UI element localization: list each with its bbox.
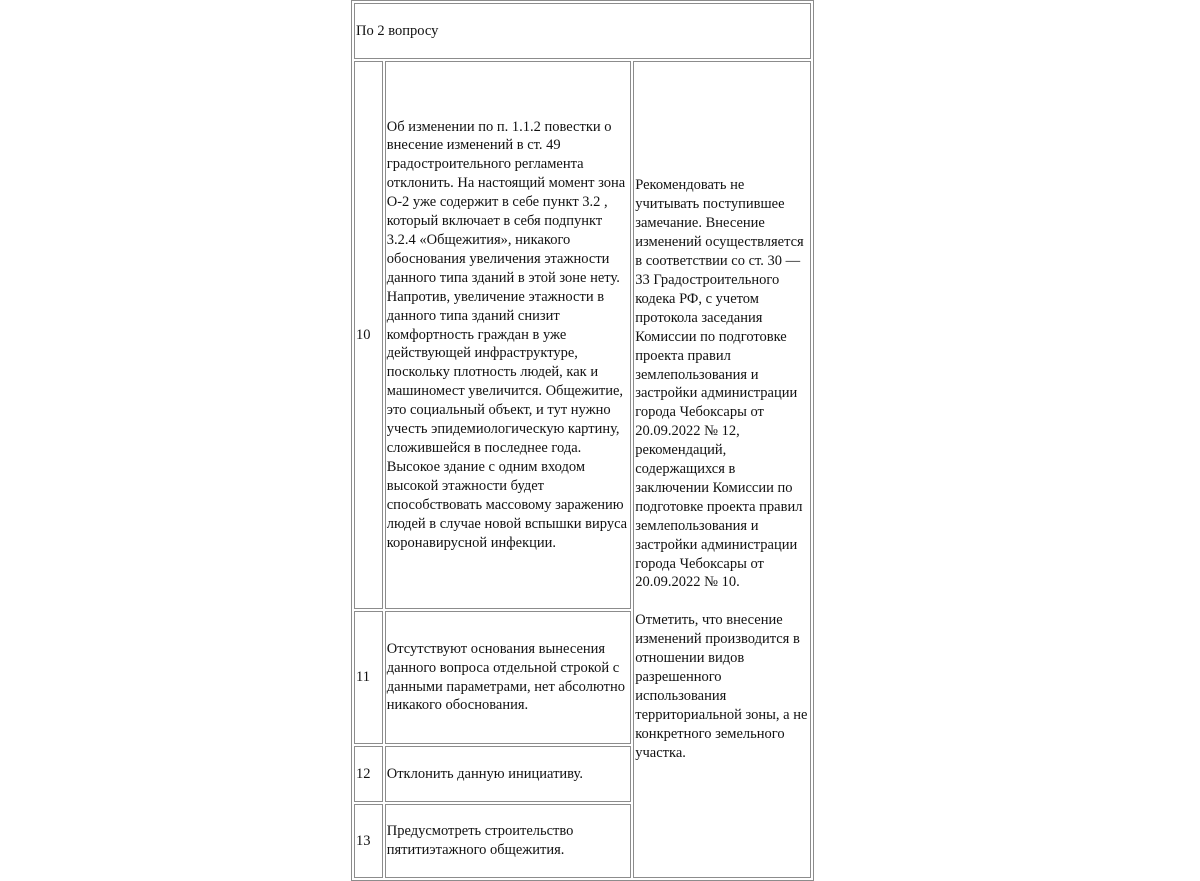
row-number: 10	[354, 61, 383, 609]
row-number: 12	[354, 746, 383, 802]
recommendation-paragraph: Отметить, что внесение изменений производится в отношении видов разрешенного использования территориальной зоны, а не конкретного земельного участка.	[635, 612, 808, 761]
section-header-row	[354, 3, 811, 59]
proposal-text: Отсутствуют основания вынесения данного вопроса отдельной строкой с данными параметрами, нет абсолютно никакого обоснования.	[385, 611, 632, 744]
recommendation-paragraph: Рекомендовать не учитывать поступившее замечание. Внесение изменений осуществляется в соответствии со ст. 30 — 33 Градостроительного кодека РФ, с учетом протокола заседания Комиссии по подготовке проекта правил землепользования и застройки администрации города Чебоксары от 20.09.2022 № 12, рекомендаций, содержащихся в заключении Комиссии по подготовке проекта правил землепользования и застройки администрации города Чебоксары от 20.09.2022 № 10.	[635, 177, 804, 591]
proposal-text: Об изменении по п. 1.1.2 повестки о внесение изменений в ст. 49 градостроительного регламента отклонить. На настоящий момент зона О-2 уже содержит в себе пункт 3.2 , который включает в себя подпункт 3.2.4 «Общежития», никакого обоснования увеличения этажности данного типа зданий в этой зоне нету. Напротив, увеличение этажности в данного типа зданий снизит комфортность граждан в уже действующей инфраструктуре, поскольку плотность людей, как и машиномест увеличится. Общежитие, это социальный объект, и тут нужно учесть эпидемиологическую картину, сложившейся в последнее года. Высокое здание с одним входом высокой этажности будет способствовать массовому заражению людей в случае новой вспышки вируса коронавирусной инфекции.	[385, 61, 632, 609]
proposals-table	[351, 0, 814, 881]
recommendation-cell	[633, 61, 811, 878]
proposal-text: Отклонить данную инициативу.	[385, 746, 632, 802]
row-number: 11	[354, 611, 383, 744]
table-row	[354, 61, 811, 609]
section-header: По 2 вопросу	[354, 3, 811, 59]
row-number: 13	[354, 804, 383, 878]
proposal-text: Предусмотреть строительство пятитиэтажного общежития.	[385, 804, 632, 878]
